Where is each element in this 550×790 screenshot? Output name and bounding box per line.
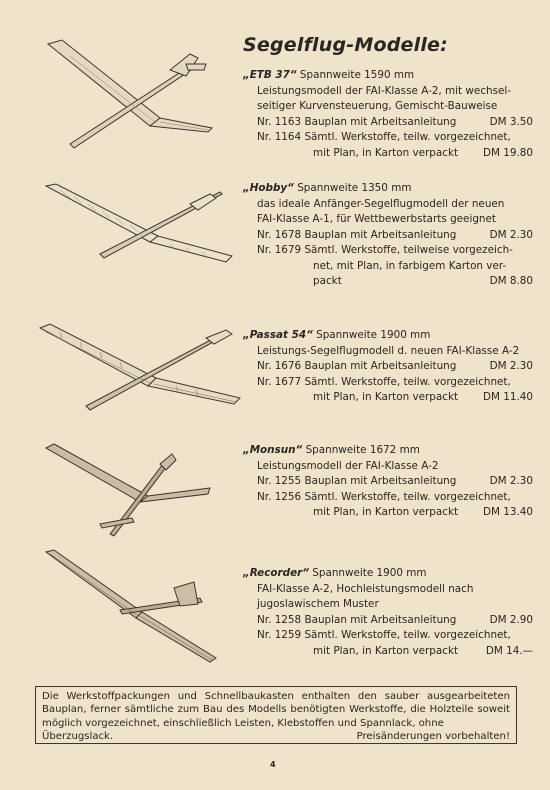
- model-title: [243, 68, 533, 84]
- price: DM 14.—: [485, 644, 533, 657]
- model-name: „Hobby“: [243, 182, 294, 194]
- page-heading: Segelflug-Modelle:: [243, 34, 448, 56]
- notice-last-left: Überzugslack.: [42, 731, 114, 743]
- plane-illustration-passat54: [36, 318, 246, 418]
- price: DM 2.90: [489, 613, 533, 626]
- order-text: Nr. 1256 Sämtl. Werkstoffe, teilw. vorgezeichnet,: [257, 490, 511, 503]
- price: DM 19.80: [482, 146, 533, 159]
- order-line: [243, 375, 533, 391]
- price: DM 8.80: [489, 275, 533, 287]
- order-text: Nr. 1164 Sämtl. Werkstoffe, teilw. vorgezeichnet,: [257, 131, 511, 143]
- order-line: [243, 359, 533, 375]
- order-line: [243, 130, 533, 146]
- price: DM 2.30: [489, 228, 533, 241]
- order-text: Nr. 1259 Sämtl. Werkstoffe, teilw. vorgezeichnet,: [257, 629, 511, 641]
- price: DM 2.30: [489, 475, 533, 487]
- page-number: 4: [270, 760, 276, 769]
- order-text: mit Plan, in Karton verpackt: [313, 506, 459, 518]
- model-name: „Monsun“: [243, 444, 303, 456]
- plane-illustration-hobby: [40, 180, 240, 280]
- notice-last-right: Preisänderungen vorbehalten!: [356, 731, 510, 743]
- order-line: [243, 390, 533, 406]
- order-line: [243, 243, 533, 259]
- plane-illustration-recorder: [40, 546, 220, 666]
- model-span: Spannweite 1900 mm: [316, 329, 431, 341]
- model-entry-recorder: [243, 566, 533, 659]
- order-text: Nr. 1163 Bauplan mit Arbeitsanleitung: [257, 115, 457, 128]
- model-title: [243, 181, 533, 197]
- order-text: mit Plan, in Karton verpackt: [313, 146, 459, 159]
- price: DM 2.30: [489, 360, 533, 372]
- model-description: FAI-Klasse A-2, Hochleistungsmodell nach: [257, 582, 474, 595]
- order-text: Nr. 1679 Sämtl. Werkstoffe, teilweise vorgezeich-: [257, 244, 513, 256]
- notice-last-line: [42, 730, 510, 743]
- order-text: mit Plan, in Karton verpackt: [313, 391, 459, 403]
- model-title: [243, 328, 533, 344]
- price: DM 3.50: [489, 115, 533, 128]
- plane-illustration-monsun: [40, 440, 220, 540]
- model-description: seitiger Kurvensteuerung, Gemischt-Bauweise: [257, 100, 498, 112]
- order-line: [243, 644, 533, 660]
- order-line: [243, 115, 533, 131]
- model-entry-hobby: [243, 181, 533, 290]
- model-entry-passat54: [243, 328, 533, 406]
- notice-box: [35, 686, 517, 744]
- order-text: Nr. 1678 Bauplan mit Arbeitsanleitung: [257, 228, 457, 241]
- order-line: [243, 490, 533, 506]
- model-description: FAI-Klasse A-1, für Wettbewerbstarts geeignet: [257, 213, 496, 225]
- order-text: Nr. 1258 Bauplan mit Arbeitsanleitung: [257, 613, 457, 626]
- model-description: Leistungsmodell der FAI-Klasse A-2: [257, 459, 439, 472]
- order-line: [243, 613, 533, 629]
- order-line: [243, 228, 533, 244]
- model-name: „Passat 54“: [243, 329, 313, 341]
- model-description: Leistungs-Segelflugmodell d. neuen FAI-Klasse A-2: [257, 344, 520, 357]
- order-line: [243, 274, 533, 290]
- model-span: Spannweite 1590 mm: [299, 69, 415, 81]
- price: DM 13.40: [482, 506, 533, 518]
- order-line: [243, 628, 533, 644]
- model-name: „ETB 37“: [243, 69, 297, 81]
- order-line: [243, 474, 533, 490]
- order-text: mit Plan, in Karton verpackt: [313, 644, 459, 657]
- model-description: das ideale Anfänger-Segelflugmodell der neuen: [257, 197, 505, 210]
- model-description: Leistungsmodell der FAI-Klasse A-2, mit wechsel-: [257, 84, 512, 97]
- model-description: jugoslawischem Muster: [257, 598, 379, 610]
- model-span: Spannweite 1350 mm: [297, 182, 412, 194]
- model-span: Spannweite 1672 mm: [305, 444, 420, 456]
- model-entry-monsun: [243, 443, 533, 521]
- order-text: Nr. 1676 Bauplan mit Arbeitsanleitung: [257, 360, 457, 372]
- model-title: [243, 566, 533, 582]
- model-entry-etb37: [243, 68, 533, 161]
- order-text: Nr. 1255 Bauplan mit Arbeitsanleitung: [257, 475, 457, 487]
- order-line: [243, 259, 533, 275]
- plane-illustration-etb37: [40, 36, 220, 156]
- order-line: [243, 146, 533, 162]
- notice-text: Die Werkstoffpackungen und Schnellbaukasten enthalten den sauber ausgearbeiteten Bauplan, ferner sämtliche zum Bau des Modells benötigten Werkstoffe, die Holzteile soweit möglich vorgezeichnet, einschließlich Leisten, Klebstoffen und Spannlack, ohne: [42, 691, 510, 729]
- order-text: packt: [313, 275, 342, 287]
- price: DM 11.40: [482, 391, 533, 403]
- model-name: „Recorder“: [243, 567, 309, 579]
- model-title: [243, 443, 533, 459]
- order-line: [243, 505, 533, 521]
- order-text: Nr. 1677 Sämtl. Werkstoffe, teilw. vorgezeichnet,: [257, 375, 511, 388]
- order-text: net, mit Plan, in farbigem Karton ver-: [313, 259, 507, 272]
- model-span: Spannweite 1900 mm: [312, 567, 427, 579]
